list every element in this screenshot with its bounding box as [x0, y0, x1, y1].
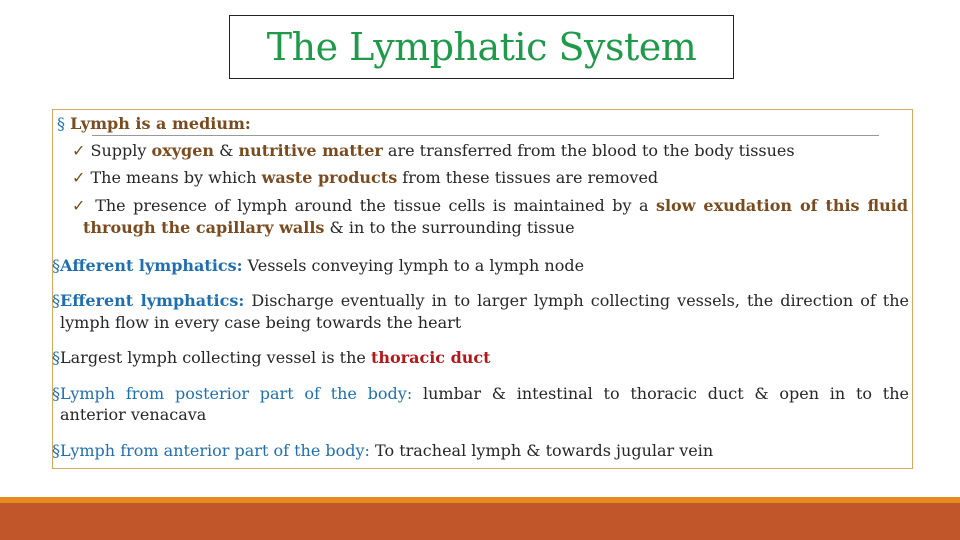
efferent-label: Efferent lymphatics:	[60, 291, 245, 310]
keyword-oxygen: oxygen	[151, 141, 215, 160]
text: lumbar & intestinal to thoracic duct & open in to the	[412, 384, 910, 403]
square-bullet-icon: §	[57, 114, 65, 133]
text: from these tissues are removed	[397, 168, 659, 187]
check-mark-icon: ✓	[72, 141, 86, 160]
afferent-label: Afferent lymphatics:	[60, 256, 243, 275]
anterior-line	[52, 440, 713, 462]
posterior-line	[52, 383, 909, 405]
medium-item-2	[72, 167, 658, 189]
text: The means by which	[90, 168, 262, 187]
square-bullet-icon: §	[52, 291, 60, 310]
slide-title: The Lymphatic System	[266, 25, 697, 69]
text: & in to the surrounding tissue	[324, 218, 575, 237]
text: Discharge eventually in to larger lymph collecting vessels, the direction of the	[244, 291, 910, 310]
medium-heading: Lymph is a medium:	[70, 114, 251, 133]
posterior-label: Lymph from posterior part of the body:	[60, 384, 413, 403]
keyword-slow-exudation: slow exudation of this fluid	[655, 196, 909, 215]
text: Vessels conveying lymph to a lymph node	[242, 256, 585, 275]
text: are transferred from the blood to the body tissues	[382, 141, 795, 160]
text: Largest lymph collecting vessel is the	[60, 348, 371, 367]
text: &	[214, 141, 239, 160]
check-mark-icon: ✓	[72, 196, 88, 215]
medium-item-3	[72, 195, 908, 217]
posterior-line-cont	[60, 404, 206, 426]
text: Supply	[90, 141, 152, 160]
medium-heading-line	[57, 113, 251, 135]
footer-bar-dark	[0, 503, 960, 540]
square-bullet-icon: §	[52, 441, 60, 460]
keyword-capillary-walls: through the capillary walls	[83, 218, 325, 237]
square-bullet-icon: §	[52, 384, 60, 403]
afferent-line	[52, 255, 584, 277]
title-box	[229, 15, 734, 79]
keyword-nutritive-matter: nutritive matter	[238, 141, 383, 160]
text: To tracheal lymph & towards jugular vein	[369, 441, 714, 460]
check-mark-icon: ✓	[72, 168, 86, 187]
medium-item-1	[72, 140, 795, 162]
efferent-line-cont	[60, 312, 461, 334]
square-bullet-icon: §	[52, 256, 60, 275]
anterior-label: Lymph from anterior part of the body:	[60, 441, 370, 460]
text: anterior venacava	[60, 405, 207, 424]
text: The presence of lymph around the tissue cells is maintained by a	[95, 196, 656, 215]
medium-item-3-cont	[83, 217, 575, 239]
heading-divider	[92, 135, 879, 136]
text: lymph flow in every case being towards the heart	[60, 313, 462, 332]
keyword-waste-products: waste products	[261, 168, 398, 187]
largest-line	[52, 347, 491, 369]
keyword-thoracic-duct: thoracic duct	[370, 348, 491, 367]
square-bullet-icon: §	[52, 348, 60, 367]
efferent-line	[52, 290, 909, 312]
